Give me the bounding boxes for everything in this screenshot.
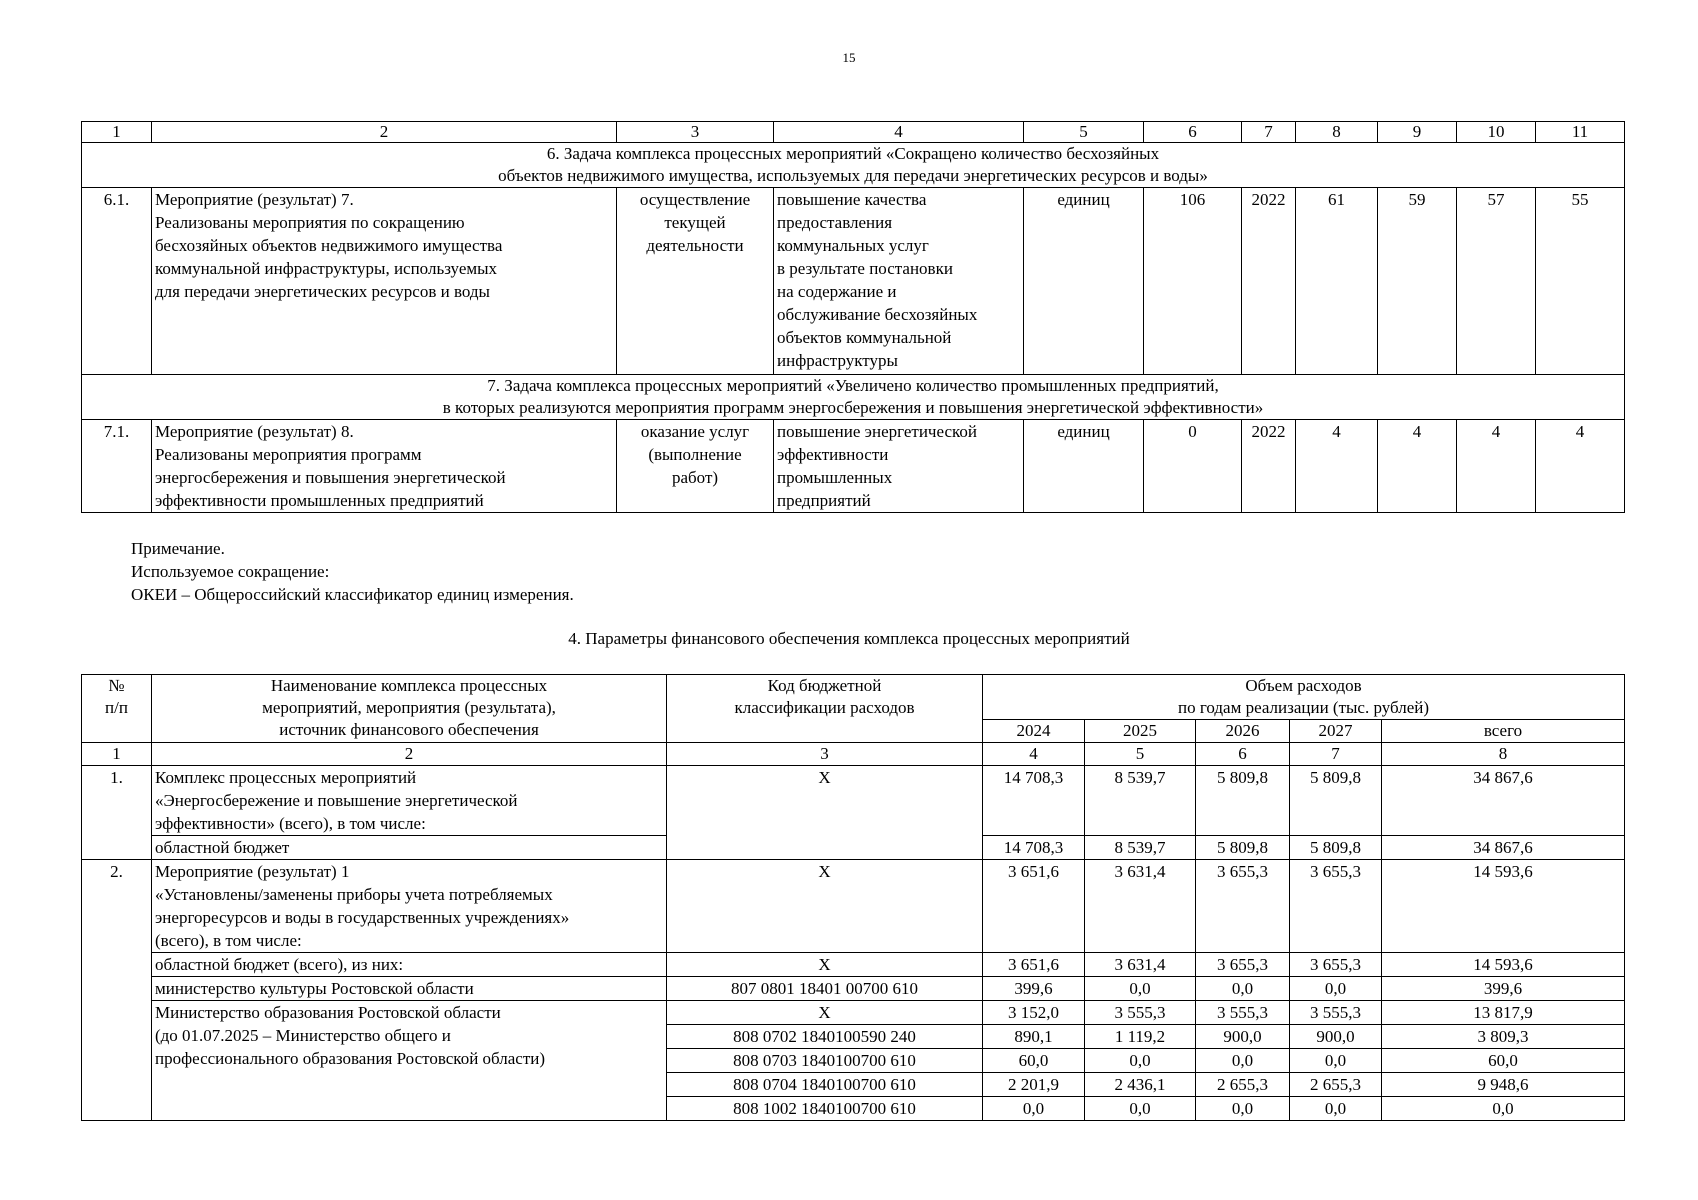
- value-2024: 60,0: [983, 1049, 1085, 1073]
- column-numbers-row: [82, 122, 1625, 143]
- col-number: 8: [1296, 122, 1378, 143]
- value-2025: 3 555,3: [1085, 1001, 1196, 1025]
- note-block: [131, 537, 574, 606]
- table-header-row: [82, 675, 1625, 720]
- table-row: [82, 420, 1625, 513]
- value-2026: 0,0: [1196, 1049, 1290, 1073]
- value-2025: 2 436,1: [1085, 1073, 1196, 1097]
- col-number: 7: [1290, 743, 1382, 766]
- value-total: 13 817,9: [1382, 1001, 1625, 1025]
- col-number: 5: [1085, 743, 1196, 766]
- value-total: 60,0: [1382, 1049, 1625, 1073]
- row-number: 6.1.: [82, 188, 152, 375]
- value-2024: 890,1: [983, 1025, 1085, 1049]
- row-code: 808 0702 1840100590 240: [667, 1025, 983, 1049]
- value-total: 14 593,6: [1382, 860, 1625, 953]
- col-number: 1: [82, 743, 152, 766]
- value-2027: 0,0: [1290, 1049, 1382, 1073]
- value-cell: 4: [1536, 420, 1625, 513]
- value-2026: 3 555,3: [1196, 1001, 1290, 1025]
- value-total: 34 867,6: [1382, 836, 1625, 860]
- value-total: 3 809,3: [1382, 1025, 1625, 1049]
- table-row: [82, 977, 1625, 1001]
- measure-characteristic: повышение качества предоставления коммунальных услуг в результате постановки на содержание и обслуживание бесхозяйных объектов коммунальной инфраструктуры: [774, 188, 1024, 375]
- value-2025: 3 631,4: [1085, 860, 1196, 953]
- col-number: 4: [983, 743, 1085, 766]
- value-2025: 3 631,4: [1085, 953, 1196, 977]
- base-year: 2022: [1242, 420, 1296, 513]
- row-code: X: [667, 953, 983, 977]
- unit: единиц: [1024, 420, 1144, 513]
- col-number: 10: [1457, 122, 1536, 143]
- value-cell: 4: [1378, 420, 1457, 513]
- value-2027: 3 655,3: [1290, 860, 1382, 953]
- value-2026: 3 655,3: [1196, 860, 1290, 953]
- task-6-line1: 6. Задача комплекса процессных мероприятий «Сокращено количество бесхозяйных: [546, 144, 1160, 163]
- table-row: [82, 953, 1625, 977]
- col-number: 8: [1382, 743, 1625, 766]
- note-abbreviation: ОКЕИ – Общероссийский классификатор единиц измерения.: [131, 585, 574, 604]
- header-volume: Объем расходов по годам реализации (тыс. рублей): [983, 675, 1625, 720]
- task-7-row: [82, 375, 1625, 420]
- header-total: всего: [1382, 720, 1625, 743]
- value-2026: 5 809,8: [1196, 766, 1290, 836]
- value-total: 9 948,6: [1382, 1073, 1625, 1097]
- value-total: 0,0: [1382, 1097, 1625, 1121]
- row-code: X: [667, 766, 983, 860]
- value-2027: 900,0: [1290, 1025, 1382, 1049]
- row-name: министерство культуры Ростовской области: [152, 977, 667, 1001]
- value-2024: 3 152,0: [983, 1001, 1085, 1025]
- col-number: 2: [152, 743, 667, 766]
- value-2026: 900,0: [1196, 1025, 1290, 1049]
- row-name: областной бюджет (всего), из них:: [152, 953, 667, 977]
- col-number: 7: [1242, 122, 1296, 143]
- value-total: 14 593,6: [1382, 953, 1625, 977]
- header-code: Код бюджетной классификации расходов: [667, 675, 983, 743]
- col-number: 4: [774, 122, 1024, 143]
- row-code: X: [667, 860, 983, 953]
- base-value: 0: [1144, 420, 1242, 513]
- note-title: Примечание.: [131, 539, 225, 558]
- row-code: 808 0703 1840100700 610: [667, 1049, 983, 1073]
- section-title: 4. Параметры финансового обеспечения комплекса процессных мероприятий: [568, 629, 1130, 648]
- measure-type: осуществление текущей деятельности: [617, 188, 774, 375]
- col-number: 6: [1196, 743, 1290, 766]
- value-2027: 2 655,3: [1290, 1073, 1382, 1097]
- col-number: 6: [1144, 122, 1242, 143]
- row-code: X: [667, 1001, 983, 1025]
- value-cell: 59: [1378, 188, 1457, 375]
- measure-type: оказание услуг (выполнение работ): [617, 420, 774, 513]
- task-6-row: [82, 143, 1625, 188]
- base-value: 106: [1144, 188, 1242, 375]
- page-number: 15: [842, 50, 856, 65]
- row-name: Министерство образования Ростовской области (до 01.07.2025 – Министерство общего и профессионального образования Ростовской области): [152, 1001, 667, 1121]
- col-number: 1: [82, 122, 152, 143]
- value-2027: 5 809,8: [1290, 836, 1382, 860]
- value-2026: 3 655,3: [1196, 953, 1290, 977]
- col-number: 5: [1024, 122, 1144, 143]
- value-2025: 8 539,7: [1085, 836, 1196, 860]
- row-code: 808 0704 1840100700 610: [667, 1073, 983, 1097]
- value-2025: 0,0: [1085, 977, 1196, 1001]
- col-number: 3: [617, 122, 774, 143]
- row-number: 7.1.: [82, 420, 152, 513]
- measure-name: Мероприятие (результат) 7. Реализованы мероприятия по сокращению бесхозяйных объектов недвижимого имущества коммунальной инфраструктуры, используемых для передачи энергетических ресурсов и воды: [152, 188, 617, 375]
- col-number: 3: [667, 743, 983, 766]
- value-2024: 14 708,3: [983, 766, 1085, 836]
- indicators-table: [81, 121, 1625, 513]
- value-cell: 55: [1536, 188, 1625, 375]
- header-year: 2026: [1196, 720, 1290, 743]
- note-subtitle: Используемое сокращение:: [131, 562, 330, 581]
- value-total: 34 867,6: [1382, 766, 1625, 836]
- col-number: 9: [1378, 122, 1457, 143]
- value-2024: 14 708,3: [983, 836, 1085, 860]
- value-2027: 3 555,3: [1290, 1001, 1382, 1025]
- base-year: 2022: [1242, 188, 1296, 375]
- col-number: 11: [1536, 122, 1625, 143]
- value-2026: 0,0: [1196, 1097, 1290, 1121]
- value-cell: 57: [1457, 188, 1536, 375]
- header-number: № п/п: [82, 675, 152, 743]
- row-number: 2.: [82, 860, 152, 1121]
- header-year: 2024: [983, 720, 1085, 743]
- value-cell: 4: [1457, 420, 1536, 513]
- table-row: [82, 188, 1625, 375]
- value-cell: 61: [1296, 188, 1378, 375]
- value-2025: 0,0: [1085, 1049, 1196, 1073]
- task-7-heading: [82, 375, 1625, 420]
- value-2027: 0,0: [1290, 1097, 1382, 1121]
- col-number: 2: [152, 122, 617, 143]
- value-2027: 0,0: [1290, 977, 1382, 1001]
- row-code: 808 1002 1840100700 610: [667, 1097, 983, 1121]
- header-name: Наименование комплекса процессных мероприятий, мероприятия (результата), источник финансового обеспечения: [152, 675, 667, 743]
- value-2027: 5 809,8: [1290, 766, 1382, 836]
- value-2025: 8 539,7: [1085, 766, 1196, 836]
- row-name: Комплекс процессных мероприятий «Энергосбережение и повышение энергетической эффективности» (всего), в том числе:: [152, 766, 667, 836]
- measure-characteristic: повышение энергетической эффективности промышленных предприятий: [774, 420, 1024, 513]
- value-2025: 0,0: [1085, 1097, 1196, 1121]
- value-total: 399,6: [1382, 977, 1625, 1001]
- task-7-line2: в которых реализуются мероприятия программ энергосбережения и повышения энергетической эффективности»: [442, 398, 1264, 417]
- value-2024: 0,0: [983, 1097, 1085, 1121]
- value-2024: 3 651,6: [983, 860, 1085, 953]
- value-2025: 1 119,2: [1085, 1025, 1196, 1049]
- task-6-heading: [82, 143, 1625, 188]
- table-row: [82, 766, 1625, 836]
- value-2024: 2 201,9: [983, 1073, 1085, 1097]
- financing-table: [81, 674, 1625, 1121]
- value-cell: 4: [1296, 420, 1378, 513]
- value-2026: 5 809,8: [1196, 836, 1290, 860]
- value-2027: 3 655,3: [1290, 953, 1382, 977]
- row-number: 1.: [82, 766, 152, 860]
- table-row: [82, 1001, 1625, 1025]
- value-2024: 399,6: [983, 977, 1085, 1001]
- table-row: [82, 860, 1625, 953]
- measure-name: Мероприятие (результат) 8. Реализованы мероприятия программ энергосбережения и повышения энергетической эффективности промышленных предприятий: [152, 420, 617, 513]
- row-name: областной бюджет: [152, 836, 667, 860]
- task-6-line2: объектов недвижимого имущества, используемых для передачи энергетических ресурсов и воды»: [498, 166, 1208, 185]
- header-year: 2025: [1085, 720, 1196, 743]
- value-2026: 0,0: [1196, 977, 1290, 1001]
- value-2024: 3 651,6: [983, 953, 1085, 977]
- row-name: Мероприятие (результат) 1 «Установлены/заменены приборы учета потребляемых энергоресурсов и воды в государственных учреждениях» (всего), в том числе:: [152, 860, 667, 953]
- row-code: 807 0801 18401 00700 610: [667, 977, 983, 1001]
- column-numbers-row: [82, 743, 1625, 766]
- value-2026: 2 655,3: [1196, 1073, 1290, 1097]
- task-7-line1: 7. Задача комплекса процессных мероприятий «Увеличено количество промышленных предприятий,: [487, 376, 1219, 395]
- header-year: 2027: [1290, 720, 1382, 743]
- unit: единиц: [1024, 188, 1144, 375]
